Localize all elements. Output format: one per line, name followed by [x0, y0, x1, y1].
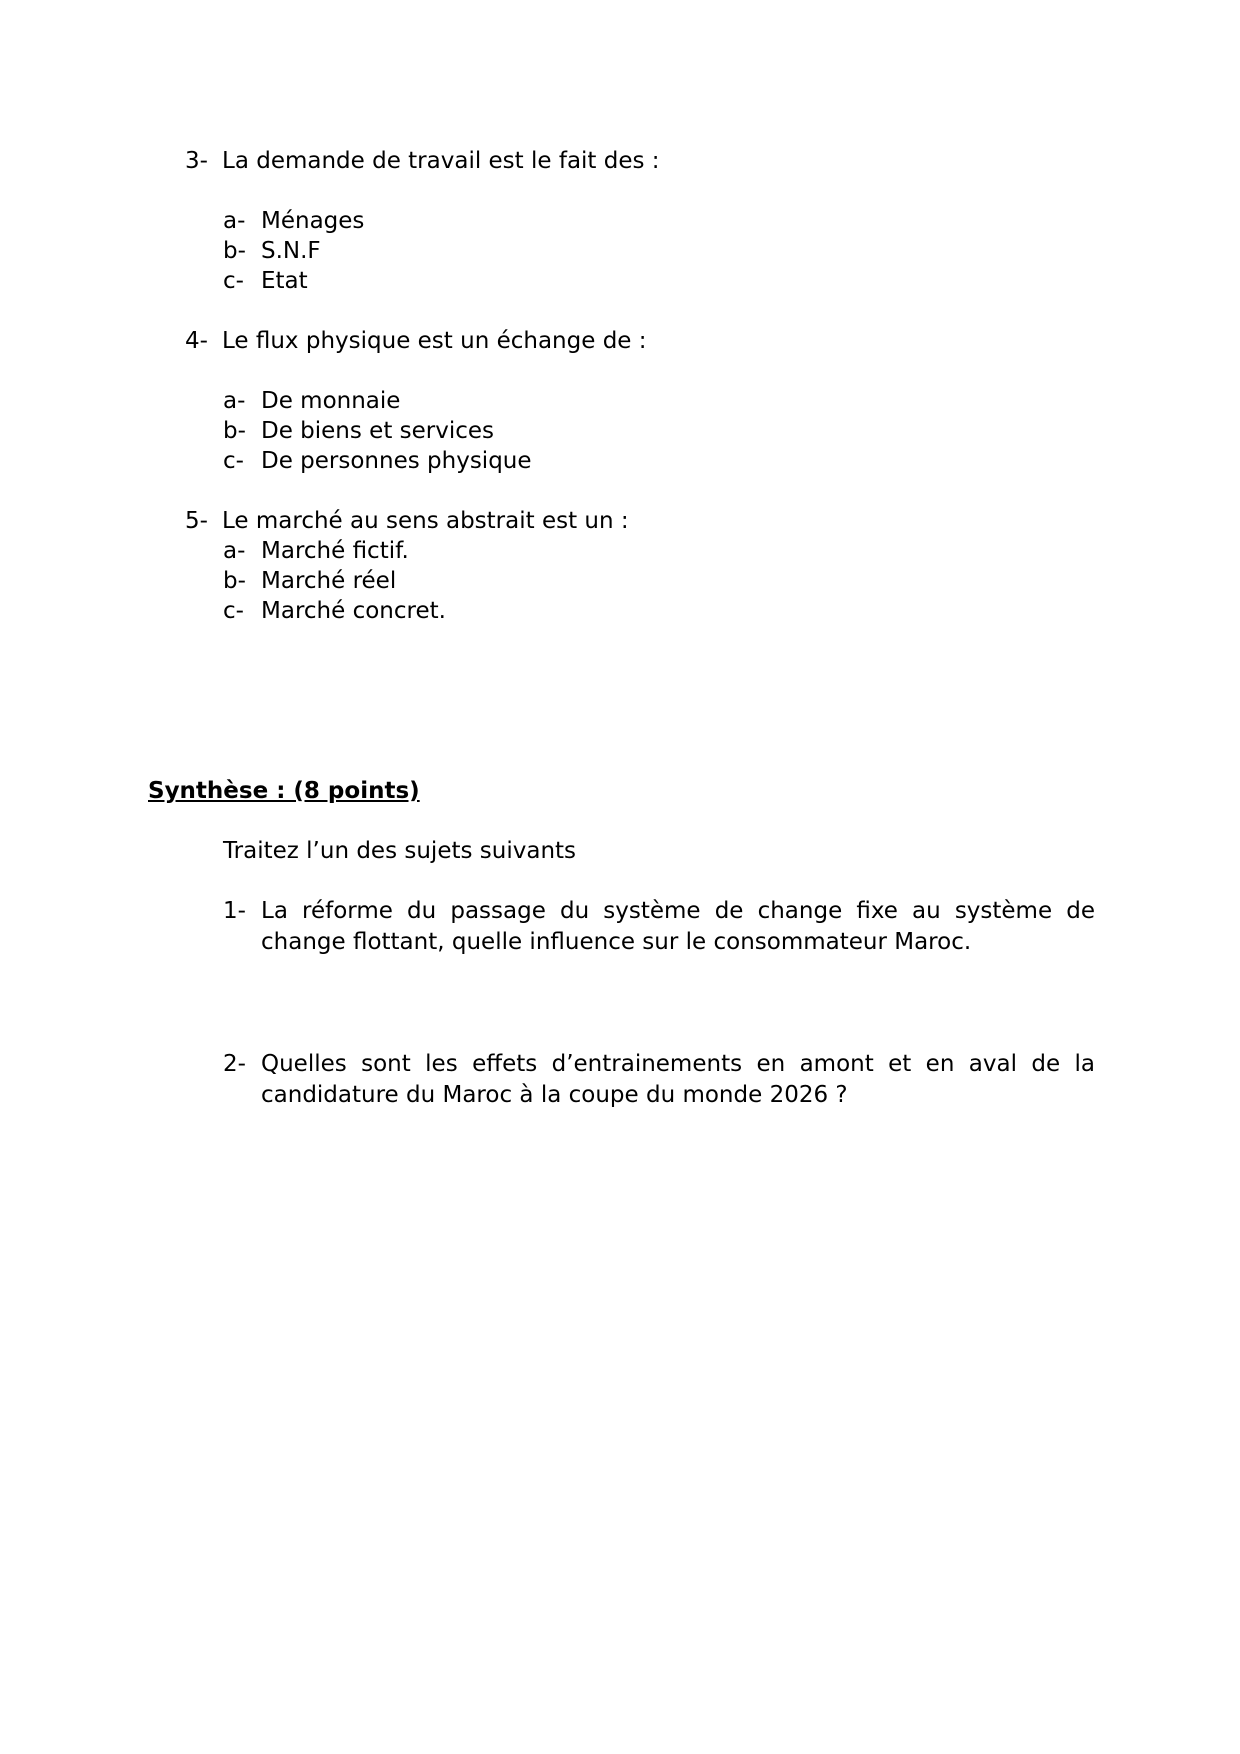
- option-label: a-: [223, 208, 246, 234]
- synthese-subject-1: [223, 896, 1095, 958]
- option-label: b-: [223, 238, 246, 264]
- option-label: c-: [223, 268, 244, 294]
- question-number: 4-: [185, 328, 208, 354]
- question-text: La demande de travail est le fait des :: [222, 148, 660, 174]
- option-text: De monnaie: [261, 388, 401, 414]
- question-3-option-c: [223, 268, 308, 294]
- question-5-option-b: [223, 568, 396, 594]
- question-5-option-c: [223, 598, 446, 624]
- question-5-option-a: [223, 538, 409, 564]
- option-text: Marché fictif.: [261, 538, 409, 564]
- synthese-subject-2: [223, 1049, 1095, 1111]
- option-label: c-: [223, 598, 244, 624]
- question-number: 3-: [185, 148, 208, 174]
- option-text: Etat: [261, 268, 308, 294]
- subject-text: La réforme du passage du système de change fixe au système de change flottant, quelle influence sur le consommateur Maroc.: [261, 898, 1095, 955]
- option-label: a-: [223, 388, 246, 414]
- question-3-option-b: [223, 238, 321, 264]
- question-text: Le flux physique est un échange de :: [222, 328, 647, 354]
- option-text: De biens et services: [261, 418, 495, 444]
- section-heading-synthese: Synthèse : (8 points): [148, 778, 420, 804]
- subject-text: Quelles sont les effets d’entrainements en amont et en aval de la candidature du Maroc à la coupe du monde 2026 ?: [261, 1051, 1095, 1108]
- question-4-option-b: [223, 418, 494, 444]
- question-text: Le marché au sens abstrait est un :: [222, 508, 629, 534]
- option-text: Marché concret.: [261, 598, 446, 624]
- question-4: [185, 328, 647, 354]
- synthese-intro: Traitez l’un des sujets suivants: [223, 838, 577, 864]
- option-label: b-: [223, 418, 246, 444]
- question-3-option-a: [223, 208, 364, 234]
- option-text: S.N.F: [261, 238, 321, 264]
- option-label: b-: [223, 568, 246, 594]
- subject-number: 2-: [223, 1051, 246, 1077]
- option-text: Marché réel: [261, 568, 397, 594]
- option-label: c-: [223, 448, 244, 474]
- question-5: [185, 508, 629, 534]
- subject-number: 1-: [223, 898, 246, 924]
- question-number: 5-: [185, 508, 208, 534]
- option-text: Ménages: [261, 208, 365, 234]
- option-text: De personnes physique: [261, 448, 532, 474]
- question-4-option-a: [223, 388, 400, 414]
- question-4-option-c: [223, 448, 532, 474]
- question-3: [185, 148, 660, 174]
- option-label: a-: [223, 538, 246, 564]
